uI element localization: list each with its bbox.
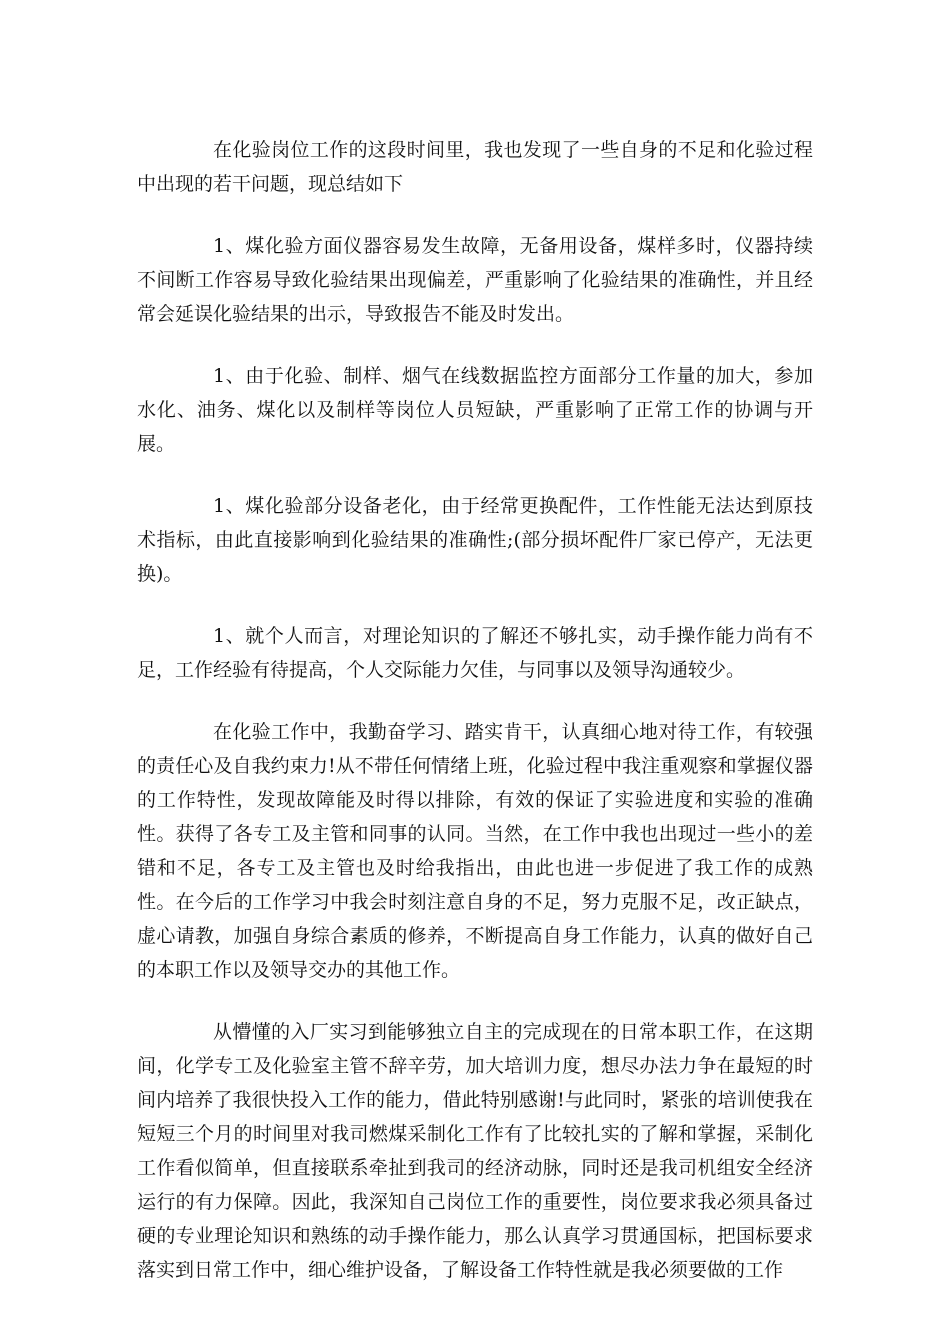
paragraph-issue-staffing: 1、由于化验、制样、烟气在线数据监控方面部分工作量的加大，参加水化、油务、煤化以及制样等岗位人员短缺，严重影响了正常工作的协调与开展。	[137, 365, 813, 455]
paragraph-issue-instruments: 1、煤化验方面仪器容易发生故障，无备用设备，煤样多时，仪器持续不间断工作容易导致化验结果出现偏差，严重影响了化验结果的准确性，并且经常会延误化验结果的出示，导致报告不能及时发出。	[137, 235, 813, 325]
paragraph-issue-equipment-aging: 1、煤化验部分设备老化，由于经常更换配件，工作性能无法达到原技术指标，由此直接影响到化验结果的准确性;(部分损坏配件厂家已停产，无法更换)。	[137, 495, 813, 585]
paragraph-training-gratitude: 从懵懂的入厂实习到能够独立自主的完成现在的日常本职工作，在这期间，化学专工及化验室主管不辞辛劳，加大培训力度，想尽办法力争在最短的时间内培养了我很快投入工作的能力，借此特别感谢!与此同时，紧张的培训使我在短短三个月的时间里对我司燃煤采制化工作有了比较扎实的了解和掌握，采制化工作看似简单，但直接联系牵扯到我司的经济动脉，同时还是我司机组安全经济运行的有力保障。因此，我深知自己岗位工作的重要性，岗位要求我必须具备过硬的专业理论知识和熟练的动手操作能力，那么认真学习贯通国标，把国标要求落实到日常工作中，细心维护设备，了解设备工作特性就是我必须要做的工作	[137, 1021, 813, 1281]
paragraph-issue-personal: 1、就个人而言，对理论知识的了解还不够扎实，动手操作能力尚有不足，工作经验有待提高，个人交际能力欠佳，与同事以及领导沟通较少。	[137, 625, 813, 681]
paragraph-intro: 在化验岗位工作的这段时间里，我也发现了一些自身的不足和化验过程中出现的若干问题，现总结如下	[137, 139, 813, 195]
document-body	[137, 133, 813, 1287]
paragraph-work-performance: 在化验工作中，我勤奋学习、踏实肯干，认真细心地对待工作，有较强的责任心及自我约束力!从不带任何情绪上班，化验过程中我注重观察和掌握仪器的工作特性，发现故障能及时得以排除，有效的保证了实验进度和实验的准确性。获得了各专工及主管和同事的认同。当然，在工作中我也出现过一些小的差错和不足，各专工及主管也及时给我指出，由此也进一步促进了我工作的成熟性。在今后的工作学习中我会时刻注意自身的不足，努力克服不足，改正缺点，虚心请教，加强自身综合素质的修养，不断提高自身工作能力，认真的做好自己的本职工作以及领导交办的其他工作。	[137, 721, 813, 981]
